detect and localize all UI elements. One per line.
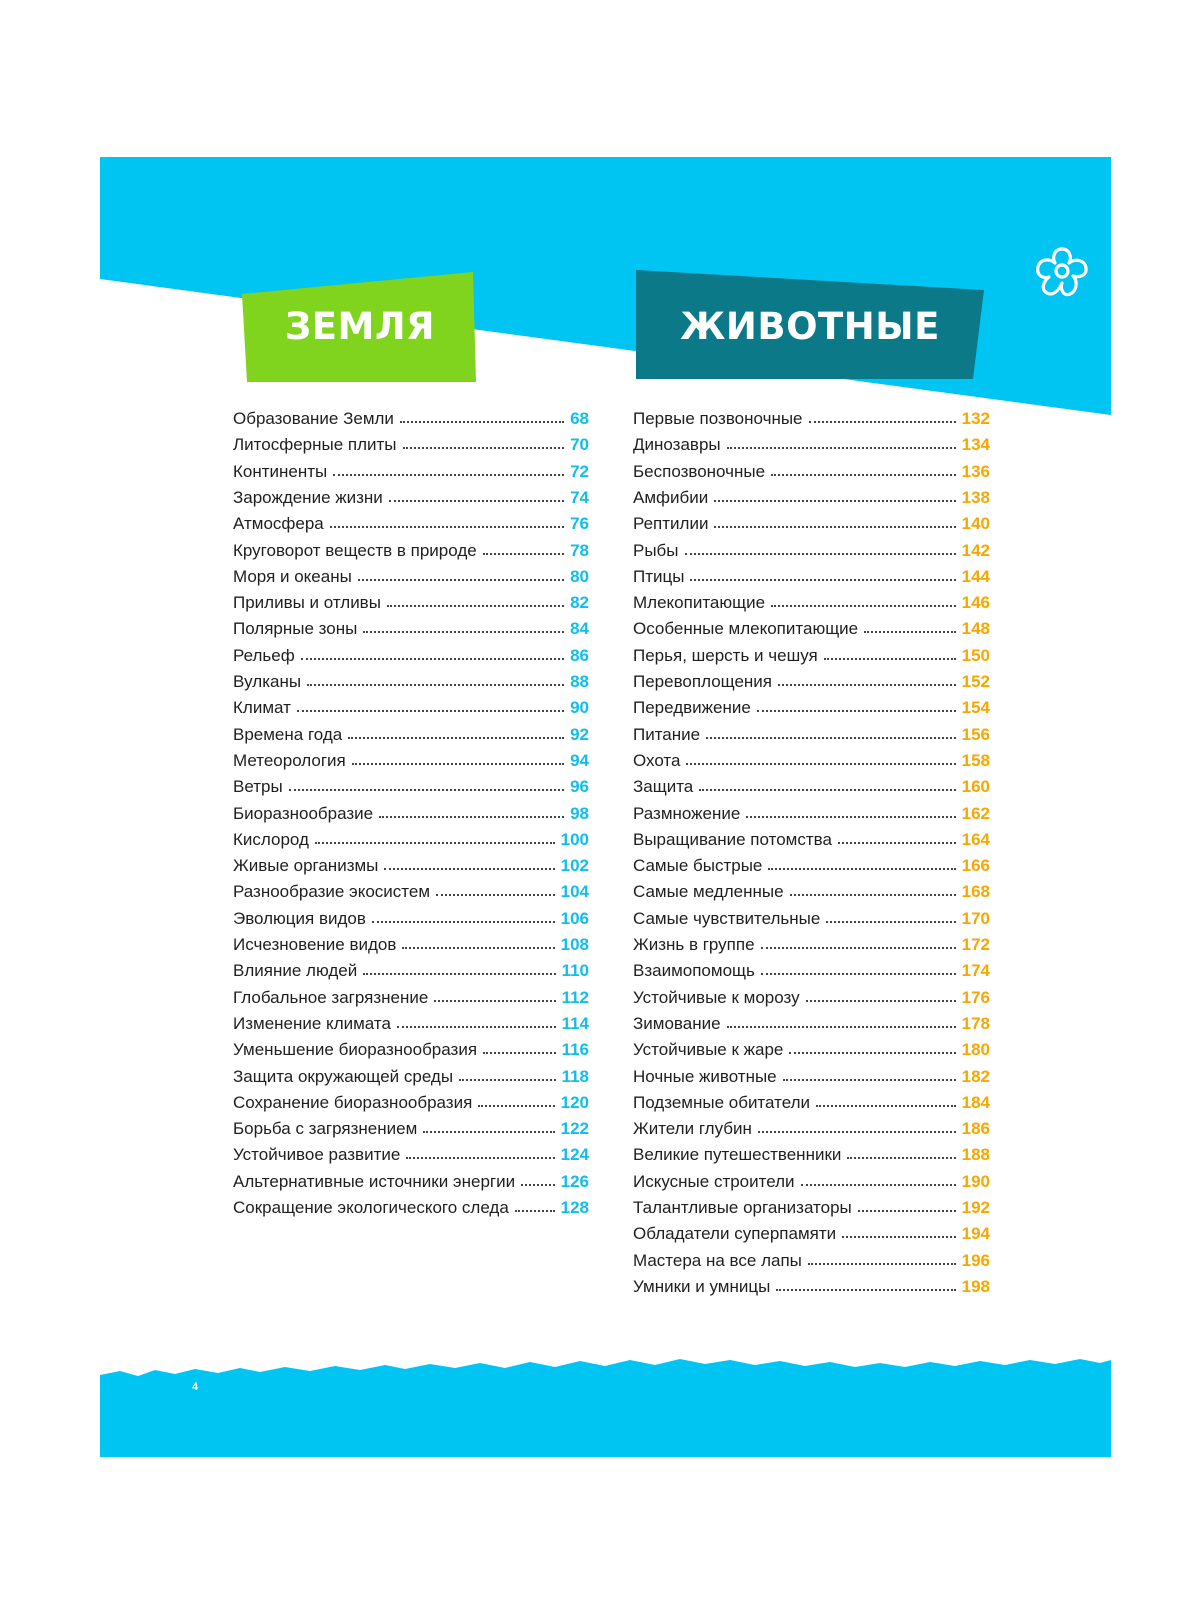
toc-entry-page: 80: [570, 566, 589, 586]
toc-entry-title: Климат: [233, 698, 291, 718]
toc-entry-title: Амфибии: [633, 487, 709, 507]
toc-entry-title: Борьба с загрязнением: [233, 1119, 418, 1139]
dot-leader: [387, 605, 564, 607]
toc-entry-page: 142: [961, 540, 990, 560]
toc-entry-title: Разнообразие экосистем: [233, 882, 431, 902]
toc-entry-title: Вулканы: [233, 672, 302, 691]
toc-entry: [233, 804, 589, 831]
dot-leader: [686, 763, 955, 765]
toc-entry-page: 184: [961, 1092, 990, 1112]
toc-entry: [233, 1145, 589, 1172]
toc-entry: [633, 751, 990, 778]
toc-entry-page: 74: [570, 487, 589, 507]
dot-leader: [771, 605, 956, 607]
dot-leader: [690, 579, 955, 581]
toc-entry-title: Изменение климата: [233, 1013, 391, 1033]
toc-entry: [633, 961, 990, 988]
toc-entry: [233, 514, 589, 541]
toc-entry: [233, 935, 589, 962]
toc-entry-title: Атмосфера: [233, 514, 324, 534]
dot-leader: [348, 737, 564, 739]
toc-entry-title: Устойчивое развитие: [233, 1145, 401, 1165]
toc-entry-page: 124: [560, 1145, 589, 1165]
toc-entry-title: Птицы: [633, 566, 685, 586]
toc-entry-title: Рептилии: [633, 514, 709, 534]
toc-entry-title: Обладатели суперпамяти: [633, 1224, 837, 1244]
dot-leader: [727, 1026, 956, 1028]
toc-entry-title: Сохранение биоразнообразия: [233, 1092, 473, 1112]
toc-entry-title: Исчезновение видов: [233, 935, 397, 954]
dot-leader: [706, 737, 956, 739]
toc-entry: [633, 882, 990, 909]
toc-entry-page: 154: [961, 698, 990, 718]
toc-entry-page: 122: [560, 1119, 589, 1139]
dot-leader: [727, 447, 956, 449]
dot-leader: [824, 658, 956, 660]
bottom-band: [100, 1359, 1111, 1457]
toc-entry: [633, 1224, 990, 1251]
toc-entry-title: Млекопитающие: [633, 593, 766, 613]
animals-toc: [633, 409, 990, 1329]
toc-entry: [633, 777, 990, 804]
dot-leader: [352, 763, 564, 765]
toc-entry-page: 136: [961, 461, 990, 481]
toc-entry-page: 114: [561, 1013, 589, 1033]
toc-entry-page: 94: [570, 750, 589, 770]
dot-leader: [384, 868, 554, 870]
toc-entry-title: Подземные обитатели: [633, 1092, 811, 1112]
toc-entry-page: 126: [560, 1171, 589, 1191]
dot-leader: [483, 1052, 556, 1054]
dot-leader: [372, 921, 555, 923]
toc-entry: [233, 909, 589, 936]
dot-leader: [783, 1079, 956, 1081]
toc-entry-title: Ветры: [233, 777, 283, 797]
toc-entry-page: 160: [961, 777, 990, 797]
toc-entry-title: Уменьшение биоразнообразия: [233, 1040, 478, 1060]
toc-entry: [633, 1040, 990, 1067]
toc-entry: [633, 646, 990, 673]
toc-entry: [233, 1198, 589, 1225]
toc-entry-title: Рельеф: [233, 645, 295, 665]
toc-entry-page: 140: [961, 514, 990, 534]
toc-entry-title: Беспозвоночные: [633, 461, 766, 481]
toc-entry-page: 168: [961, 882, 990, 902]
dot-leader: [806, 1000, 956, 1002]
toc-entry-title: Сокращение экологического следа: [233, 1198, 509, 1217]
toc-entry-page: 182: [961, 1066, 990, 1086]
toc-entry-page: 98: [570, 803, 589, 823]
toc-entry-title: Умники и умницы: [633, 1276, 771, 1296]
book-page: [100, 157, 1111, 1457]
toc-entry-page: 112: [561, 987, 589, 1007]
toc-entry-title: Перевоплощения: [633, 672, 772, 691]
toc-entry: [633, 1093, 990, 1120]
toc-entry-title: Времена года: [233, 724, 343, 744]
toc-entry: [633, 1172, 990, 1199]
toc-entry: [233, 777, 589, 804]
dot-leader: [768, 868, 955, 870]
toc-entry: [633, 988, 990, 1015]
toc-entry-title: Альтернативные источники энергии: [233, 1171, 516, 1191]
toc-entry-page: 164: [961, 829, 990, 849]
toc-entry-page: 128: [560, 1198, 589, 1217]
toc-entry: [633, 1119, 990, 1146]
toc-entry-title: Динозавры: [633, 435, 721, 455]
toc-entry-title: Приливы и отливы: [233, 593, 381, 613]
toc-entry-page: 82: [570, 593, 589, 613]
dot-leader: [297, 710, 564, 712]
toc-entry-page: 120: [560, 1092, 589, 1112]
toc-entry: [633, 409, 990, 436]
toc-entry: [233, 593, 589, 620]
toc-entry-title: Ночные животные: [633, 1066, 777, 1086]
toc-entry-title: Глобальное загрязнение: [233, 987, 429, 1007]
dot-leader: [746, 816, 955, 818]
toc-entry-title: Литосферные плиты: [233, 435, 397, 455]
toc-entry-title: Охота: [633, 750, 681, 770]
toc-entry: [633, 1014, 990, 1041]
dot-leader: [301, 658, 564, 660]
dot-leader: [864, 631, 955, 633]
toc-entry-page: 180: [961, 1040, 990, 1060]
toc-entry-page: 108: [560, 935, 589, 954]
toc-entry-page: 102: [560, 856, 589, 876]
toc-entry-page: 190: [961, 1171, 990, 1191]
dot-leader: [758, 1131, 956, 1133]
toc-entry: [633, 462, 990, 489]
toc-entry-page: 176: [961, 987, 990, 1007]
toc-entry-page: 76: [570, 514, 589, 534]
dot-leader: [771, 474, 956, 476]
toc-entry: [633, 830, 990, 857]
toc-entry-title: Защита окружающей среды: [233, 1066, 454, 1086]
dot-leader: [847, 1157, 955, 1159]
toc-entry: [233, 856, 589, 883]
toc-entry: [233, 698, 589, 725]
toc-entry: [633, 935, 990, 962]
toc-entry-page: 104: [560, 882, 589, 902]
toc-entry: [233, 1014, 589, 1041]
dot-leader: [801, 1184, 956, 1186]
toc-entry-page: 158: [961, 750, 990, 770]
toc-entry: [233, 1040, 589, 1067]
toc-entry-page: 152: [961, 672, 990, 691]
toc-entry: [233, 1067, 589, 1094]
dot-leader: [826, 921, 955, 923]
toc-entry: [233, 567, 589, 594]
toc-entry-page: 100: [560, 829, 589, 849]
toc-entry: [233, 1119, 589, 1146]
toc-entry-title: Биоразнообразие: [233, 803, 374, 823]
toc-entry-title: Талантливые организаторы: [633, 1198, 852, 1217]
toc-entry: [233, 672, 589, 699]
toc-entry-page: 148: [961, 619, 990, 639]
dot-leader: [842, 1236, 955, 1238]
dot-leader: [402, 947, 554, 949]
toc-entry: [633, 909, 990, 936]
toc-entry: [633, 698, 990, 725]
dot-leader: [333, 474, 564, 476]
toc-entry: [633, 593, 990, 620]
toc-entry: [233, 435, 589, 462]
dot-leader: [363, 631, 564, 633]
earth-header-title: ЗЕМЛЯ: [284, 305, 436, 348]
toc-entry-page: 146: [961, 593, 990, 613]
toc-entry-title: Устойчивые к жаре: [633, 1040, 784, 1060]
dot-leader: [808, 1263, 956, 1265]
toc-entry-title: Живые организмы: [233, 856, 379, 876]
toc-entry: [633, 1145, 990, 1172]
dot-leader: [389, 500, 564, 502]
toc-entry-title: Самые чувствительные: [633, 908, 821, 928]
dot-leader: [714, 500, 955, 502]
toc-entry-page: 186: [961, 1119, 990, 1139]
dot-leader: [714, 526, 955, 528]
dot-leader: [809, 421, 956, 423]
dot-leader: [363, 973, 555, 975]
toc-entry-title: Рыбы: [633, 540, 679, 560]
toc-entry-title: Выращивание потомства: [633, 829, 832, 849]
toc-entry-title: Устойчивые к морозу: [633, 987, 800, 1007]
toc-entry: [633, 725, 990, 752]
toc-entry-page: 196: [961, 1250, 990, 1270]
dot-leader: [483, 553, 564, 555]
toc-entry: [633, 1277, 990, 1304]
dot-leader: [858, 1210, 956, 1212]
toc-entry-title: Особенные млекопитающие: [633, 619, 859, 639]
dot-leader: [436, 894, 555, 896]
toc-entry: [233, 830, 589, 857]
dot-leader: [397, 1026, 556, 1028]
toc-entry-page: 174: [961, 961, 990, 981]
toc-entry-page: 116: [561, 1040, 589, 1060]
toc-entry: [633, 1067, 990, 1094]
dot-leader: [789, 1052, 955, 1054]
toc-entry-title: Передвижение: [633, 698, 751, 718]
toc-entry-title: Жизнь в группе: [633, 935, 755, 954]
toc-entry: [233, 619, 589, 646]
dot-leader: [778, 684, 956, 686]
dot-leader: [358, 579, 564, 581]
toc-entry-title: Мастера на все лапы: [633, 1250, 802, 1270]
dot-leader: [757, 710, 956, 712]
dot-leader: [459, 1079, 556, 1081]
toc-entry-page: 134: [961, 435, 990, 455]
toc-entry-title: Зарождение жизни: [233, 487, 383, 507]
page-number: 4: [192, 1381, 199, 1393]
toc-entry: [233, 462, 589, 489]
toc-entry-page: 96: [570, 777, 589, 797]
dot-leader: [400, 421, 564, 423]
dot-leader: [379, 816, 564, 818]
toc-entry-page: 118: [561, 1066, 589, 1086]
toc-entry-page: 110: [561, 961, 589, 981]
toc-entry-title: Размножение: [633, 803, 741, 823]
toc-entry: [633, 541, 990, 568]
dot-leader: [289, 789, 564, 791]
toc-entry-page: 156: [961, 724, 990, 744]
toc-entry-page: 144: [961, 566, 990, 586]
toc-entry: [233, 988, 589, 1015]
toc-entry: [233, 725, 589, 752]
dot-leader: [315, 842, 555, 844]
toc-entry: [633, 435, 990, 462]
earth-toc: [233, 409, 589, 1249]
toc-entry-title: Перья, шерсть и чешуя: [633, 645, 818, 665]
toc-entry-page: 132: [961, 409, 990, 428]
toc-entry-title: Защита: [633, 777, 694, 797]
toc-entry: [233, 882, 589, 909]
dot-leader: [403, 447, 565, 449]
dot-leader: [515, 1210, 555, 1212]
toc-entry-title: Искусные строители: [633, 1171, 795, 1191]
toc-entry-page: 86: [570, 645, 589, 665]
flower-icon: [1030, 241, 1094, 305]
toc-entry-page: 78: [570, 540, 589, 560]
toc-entry-page: 68: [570, 409, 589, 428]
toc-entry: [633, 856, 990, 883]
toc-entry-page: 72: [570, 461, 589, 481]
toc-entry: [233, 1093, 589, 1120]
dot-leader: [816, 1105, 956, 1107]
toc-entry-title: Первые позвоночные: [633, 409, 803, 428]
dot-leader: [434, 1000, 555, 1002]
dot-leader: [406, 1157, 554, 1159]
toc-entry-page: 188: [961, 1145, 990, 1165]
dot-leader: [838, 842, 956, 844]
toc-entry: [633, 672, 990, 699]
toc-entry-title: Жители глубин: [633, 1119, 752, 1139]
toc-entry-page: 92: [570, 724, 589, 744]
dot-leader: [761, 947, 956, 949]
toc-entry: [233, 541, 589, 568]
dot-leader: [307, 684, 564, 686]
dot-leader: [521, 1184, 555, 1186]
toc-entry-title: Континенты: [233, 461, 328, 481]
toc-entry-page: 84: [570, 619, 589, 639]
toc-entry-title: Образование Земли: [233, 409, 394, 428]
toc-entry-title: Полярные зоны: [233, 619, 358, 639]
toc-entry: [633, 514, 990, 541]
dot-leader: [423, 1131, 554, 1133]
toc-entry: [633, 567, 990, 594]
toc-entry-title: Великие путешественники: [633, 1145, 842, 1165]
toc-entry-page: 106: [560, 908, 589, 928]
dot-leader: [790, 894, 956, 896]
toc-entry: [233, 409, 589, 436]
toc-entry-page: 166: [961, 856, 990, 876]
toc-entry-page: 90: [570, 698, 589, 718]
dot-leader: [685, 553, 956, 555]
toc-entry-page: 70: [570, 435, 589, 455]
toc-entry-page: 192: [961, 1198, 990, 1217]
toc-entry-title: Кислород: [233, 829, 309, 849]
toc-entry-page: 194: [961, 1224, 990, 1244]
toc-entry-title: Самые медленные: [633, 882, 784, 902]
toc-entry-title: Влияние людей: [233, 961, 358, 981]
toc-entry-title: Взаимопомощь: [633, 961, 755, 981]
toc-entry-page: 172: [961, 935, 990, 954]
toc-entry: [633, 1251, 990, 1278]
toc-entry: [633, 488, 990, 515]
toc-entry: [633, 1198, 990, 1225]
animals-header-title: ЖИВОТНЫЕ: [680, 305, 940, 348]
toc-entry-title: Питание: [633, 724, 701, 744]
toc-entry-title: Круговорот веществ в природе: [233, 540, 477, 560]
toc-entry: [233, 751, 589, 778]
toc-entry-page: 178: [961, 1013, 990, 1033]
dot-leader: [761, 973, 956, 975]
toc-entry: [233, 961, 589, 988]
toc-entry-title: Моря и океаны: [233, 566, 352, 586]
toc-entry-page: 198: [961, 1276, 990, 1296]
toc-entry: [633, 619, 990, 646]
toc-entry-page: 150: [961, 645, 990, 665]
toc-entry-title: Зимование: [633, 1013, 721, 1033]
toc-entry-page: 138: [961, 487, 990, 507]
toc-entry-title: Самые быстрые: [633, 856, 763, 876]
toc-entry: [233, 1172, 589, 1199]
toc-entry-page: 88: [570, 672, 589, 691]
dot-leader: [330, 526, 564, 528]
toc-entry: [233, 646, 589, 673]
dot-leader: [776, 1289, 955, 1291]
dot-leader: [478, 1105, 554, 1107]
dot-leader: [699, 789, 955, 791]
toc-entry-title: Эволюция видов: [233, 908, 366, 928]
toc-entry: [633, 804, 990, 831]
toc-entry-page: 170: [961, 908, 990, 928]
toc-entry-page: 162: [961, 803, 990, 823]
toc-entry: [233, 488, 589, 515]
toc-entry-title: Метеорология: [233, 750, 346, 770]
